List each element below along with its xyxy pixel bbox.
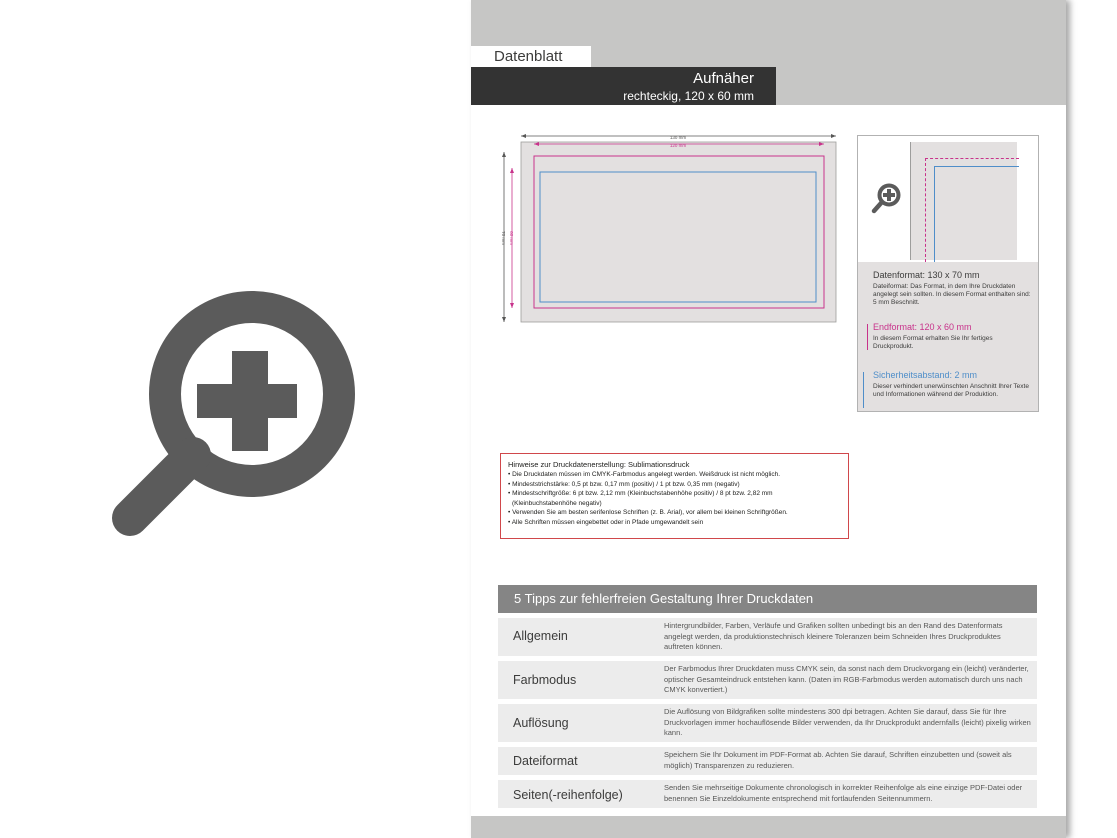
- endformat-title: Endformat: 120 x 60 mm: [873, 322, 972, 332]
- format-info-box: [857, 135, 1039, 412]
- hint-item: • Mindestschriftgröße: 6 pt bzw. 2,12 mm (Kleinbuchstabenhöhe positiv) / 8 pt bzw. 2,82 mm: [508, 490, 773, 497]
- tips-row: [498, 618, 1037, 656]
- footer-band: [471, 816, 1066, 838]
- tip-label: Seiten(-reihenfolge): [513, 788, 623, 802]
- tip-label: Allgemein: [513, 629, 568, 643]
- tips-row: [498, 780, 1037, 808]
- tip-label: Dateiformat: [513, 754, 578, 768]
- endformat-text: In diesem Format erhalten Sie Ihr fertiges Druckprodukt.: [873, 335, 993, 350]
- print-hints-box: [500, 453, 849, 539]
- datasheet-page: [471, 0, 1066, 838]
- height-inner-label: 60 mm: [509, 231, 514, 245]
- sicherheit-text: Dieser verhindert unerwünschten Anschnitt Ihrer Texte und Informationen während der Produktion.: [873, 383, 1029, 398]
- tip-label: Auflösung: [513, 716, 569, 730]
- tips-row: [498, 661, 1037, 699]
- datenformat-title: Datenformat: 130 x 70 mm: [873, 270, 980, 280]
- datenformat-text: Dateiformat: Das Format, in dem Ihre Druckdaten angelegt sein sollten. In diesem Format enthalten sind: 5 mm Beschnitt.: [873, 283, 1031, 306]
- format-legend: [858, 262, 1038, 411]
- format-diagram: [499, 130, 844, 330]
- magnifier-plus-icon[interactable]: [100, 288, 358, 550]
- magnifier-plus-icon[interactable]: [870, 182, 902, 216]
- hint-item: • Mindeststrichstärke: 0,5 pt bzw. 0,17 mm (positiv) / 1 pt bzw. 0,35 mm (negativ): [508, 480, 740, 488]
- datasheet-tag: Datenblatt: [471, 46, 591, 67]
- safe-preview-line: [934, 166, 1019, 262]
- tips-row: [498, 747, 1037, 775]
- tip-text: Speichern Sie Ihr Dokument im PDF-Format ab. Achten Sie darauf, Schriften einzubetten und (soweit als möglich) Transparenzen zu reduzieren.: [664, 750, 1012, 770]
- tip-text: Senden Sie mehrseitige Dokumente chronologisch in korrekter Reihenfolge als eine einzige PDF-Datei oder benennen Sie Einzeldokumente entsprechend mit fortlaufenden Seitennummern.: [664, 783, 1023, 803]
- tip-text: Die Auflösung von Bildgrafiken sollte mindestens 300 dpi betragen. Achten Sie darauf, dass Sie für Ihre Druckvorlagen immer hochauflösende Bilder verwenden, da Ihr Druckprodukt andernfalls (leicht) pixelig wirken kann.: [664, 707, 1031, 737]
- product-title-bar: [471, 67, 776, 105]
- bleed-area: [521, 142, 836, 322]
- tips-row: [498, 704, 1037, 742]
- hint-item: • Verwenden Sie am besten serifenlose Schriften (z. B. Arial), vor allem bei kleinen Schriftgrößen.: [508, 509, 788, 516]
- product-title: Aufnäher: [693, 70, 754, 87]
- width-outer-label: 130 mm: [669, 135, 687, 140]
- width-inner-label: 120 mm: [669, 143, 687, 148]
- corner-preview: [910, 142, 1017, 260]
- hint-item: (Kleinbuchstabenhöhe negativ): [512, 499, 602, 507]
- product-subtitle: rechteckig, 120 x 60 mm: [623, 89, 754, 103]
- hint-item: • Alle Schriften müssen eingebettet oder in Pfade umgewandelt sein: [508, 518, 704, 526]
- tip-text: Hintergrundbilder, Farben, Verläufe und Grafiken sollten unbedingt bis an den Rand des Datenformats angelegt werden, da produktionstechnisch kleinere Toleranzen beim Schneiden Ihres Druckproduktes auftreten können.: [664, 621, 1003, 651]
- height-outer-label: 70 mm: [501, 231, 506, 245]
- hints-title: Hinweise zur Druckdatenerstellung: Sublimationsdruck: [508, 460, 690, 469]
- hint-item: • Die Druckdaten müssen im CMYK-Farbmodus angelegt werden. Weißdruck ist nicht möglich.: [508, 471, 781, 478]
- sicherheit-title: Sicherheitsabstand: 2 mm: [873, 370, 978, 380]
- tip-label: Farbmodus: [513, 673, 577, 687]
- tips-table: [498, 585, 1037, 808]
- tip-text: Der Farbmodus Ihrer Druckdaten muss CMYK sein, da sonst nach dem Druckvorgang ein (leicht) veränderter, optischer Gesamteindruck entstehen kann. (Daten im RGB-Farbmodus werden automatisch durch uns nach CMYK konvertiert.): [664, 664, 1029, 694]
- tips-title: 5 Tipps zur fehlerfreien Gestaltung Ihrer Druckdaten: [498, 585, 1037, 613]
